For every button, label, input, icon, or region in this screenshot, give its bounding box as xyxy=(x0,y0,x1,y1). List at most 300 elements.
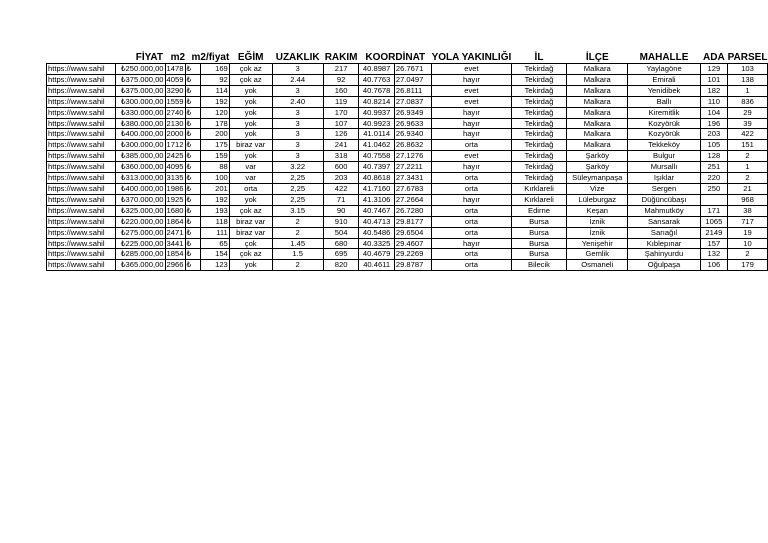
cell-il[interactable]: Tekirdağ xyxy=(511,85,566,96)
cell-egim[interactable]: yok xyxy=(229,194,272,205)
cell-lat[interactable]: 40.9937 xyxy=(359,107,394,118)
cell-lon[interactable]: 26.8632 xyxy=(394,140,431,151)
cell-yola[interactable]: orta xyxy=(432,173,512,184)
cell-parsel[interactable]: 38 xyxy=(728,205,768,216)
cell-lat[interactable]: 40.7467 xyxy=(359,205,394,216)
cell-il[interactable]: Tekirdağ xyxy=(511,162,566,173)
cell-fiyat[interactable]: ₺275.000,00 xyxy=(115,227,165,238)
cell-yola[interactable]: hayır xyxy=(432,107,512,118)
cell-lat[interactable]: 40.8987 xyxy=(359,64,394,75)
cell-rakim[interactable]: 92 xyxy=(323,74,359,85)
cell-parsel[interactable]: 151 xyxy=(728,140,768,151)
cell-il[interactable]: Tekirdağ xyxy=(511,118,566,129)
cell-mahalle[interactable]: Mursallı xyxy=(628,162,700,173)
cell-il[interactable]: Kırklareli xyxy=(511,183,566,194)
cell-m2fiyat[interactable]: 159 xyxy=(201,151,230,162)
cell-yola[interactable]: evet xyxy=(432,96,512,107)
cell-parsel[interactable]: 39 xyxy=(728,118,768,129)
cell-ilce[interactable]: Malkara xyxy=(567,96,628,107)
cell-lat[interactable]: 41.0462 xyxy=(359,140,394,151)
cell-yola[interactable]: hayır xyxy=(432,129,512,140)
cell-il[interactable]: Tekirdağ xyxy=(511,107,566,118)
cell-cur[interactable]: ₺ xyxy=(185,205,201,216)
cell-mahalle[interactable]: Kıblepınar xyxy=(628,238,700,249)
cell-m2fiyat[interactable]: 193 xyxy=(201,205,230,216)
cell-ilce[interactable]: Yenişehir xyxy=(567,238,628,249)
cell-ada[interactable]: 101 xyxy=(700,74,727,85)
cell-mahalle[interactable]: Düğüncübaşı xyxy=(628,194,700,205)
cell-lon[interactable]: 27.0497 xyxy=(394,74,431,85)
cell-ilce[interactable]: Gemlik xyxy=(567,249,628,260)
header-egim[interactable]: EĞİM xyxy=(237,52,264,63)
cell-fiyat[interactable]: ₺325.000,00 xyxy=(115,205,165,216)
cell-lat[interactable]: 40.9923 xyxy=(359,118,394,129)
cell-ilce[interactable]: Malkara xyxy=(567,64,628,75)
cell-il[interactable]: Bursa xyxy=(511,216,566,227)
cell-yola[interactable]: orta xyxy=(432,260,512,271)
cell-cur[interactable]: ₺ xyxy=(185,238,201,249)
cell-lon[interactable]: 29.8177 xyxy=(394,216,431,227)
cell-url[interactable]: https://www.sahil xyxy=(47,216,116,227)
cell-ilce[interactable]: Şarköy xyxy=(567,151,628,162)
cell-rakim[interactable]: 126 xyxy=(323,129,359,140)
cell-fiyat[interactable]: ₺225.000,00 xyxy=(115,238,165,249)
cell-m2[interactable]: 1712 xyxy=(166,140,184,150)
cell-lat[interactable]: 40.8214 xyxy=(359,96,394,107)
cell-ada[interactable]: 251 xyxy=(700,162,727,173)
cell-mahalle[interactable]: Tekkeköy xyxy=(628,140,700,151)
cell-uzaklik[interactable]: 3 xyxy=(272,140,323,151)
cell-fiyat[interactable]: ₺375.000,00 xyxy=(115,74,165,85)
cell-m2fiyat[interactable]: 175 xyxy=(201,140,230,151)
cell-rakim[interactable]: 170 xyxy=(323,107,359,118)
cell-lon[interactable]: 26.7280 xyxy=(394,205,431,216)
cell-fiyat[interactable]: ₺400.000,00 xyxy=(115,129,165,140)
cell-rakim[interactable]: 241 xyxy=(323,140,359,151)
cell-lon[interactable]: 26.9340 xyxy=(394,129,431,140)
cell-url[interactable]: https://www.sahil xyxy=(47,260,116,271)
cell-il[interactable]: Tekirdağ xyxy=(511,173,566,184)
cell-egim[interactable]: biraz var xyxy=(229,227,272,238)
cell-ada[interactable]: 250 xyxy=(700,183,727,194)
cell-m2fiyat[interactable]: 65 xyxy=(201,238,230,249)
cell-fiyat[interactable]: ₺400.000,00 xyxy=(115,183,165,194)
cell-lon[interactable]: 29.4607 xyxy=(394,238,431,249)
cell-parsel[interactable]: 2 xyxy=(728,249,768,260)
cell-m2fiyat[interactable]: 111 xyxy=(201,227,230,238)
cell-m2[interactable]: 1680 xyxy=(166,205,184,215)
cell-fiyat[interactable]: ₺380.000,00 xyxy=(115,118,165,129)
cell-url[interactable]: https://www.sahil xyxy=(47,64,116,75)
cell-fiyat[interactable]: ₺365.000,00 xyxy=(115,260,165,271)
cell-m2fiyat[interactable]: 154 xyxy=(201,249,230,260)
cell-uzaklik[interactable]: 2,25 xyxy=(272,194,323,205)
cell-rakim[interactable]: 203 xyxy=(323,173,359,184)
cell-ilce[interactable]: Malkara xyxy=(567,107,628,118)
cell-egim[interactable]: yok xyxy=(229,260,272,271)
cell-mahalle[interactable]: Kozyörük xyxy=(628,118,700,129)
cell-egim[interactable]: çok xyxy=(229,238,272,249)
cell-uzaklik[interactable]: 3 xyxy=(272,107,323,118)
cell-lon[interactable]: 27.2211 xyxy=(394,162,431,173)
header-ada[interactable]: ADA xyxy=(703,52,725,63)
cell-parsel[interactable]: 179 xyxy=(728,260,768,271)
cell-fiyat[interactable]: ₺285.000,00 xyxy=(115,249,165,260)
cell-url[interactable]: https://www.sahil xyxy=(47,162,116,173)
cell-m2[interactable]: 4095 xyxy=(166,162,184,172)
cell-mahalle[interactable]: Şahinyurdu xyxy=(628,249,700,260)
cell-cur[interactable]: ₺ xyxy=(185,173,201,184)
cell-parsel[interactable]: 836 xyxy=(728,96,768,107)
cell-il[interactable]: Bursa xyxy=(511,249,566,260)
cell-uzaklik[interactable]: 3 xyxy=(272,64,323,75)
cell-lat[interactable]: 40.5486 xyxy=(359,227,394,238)
cell-uzaklik[interactable]: 2,25 xyxy=(272,173,323,184)
cell-m2fiyat[interactable]: 192 xyxy=(201,96,230,107)
cell-m2fiyat[interactable]: 88 xyxy=(201,162,230,173)
header-fiyat[interactable]: FİYAT xyxy=(135,52,164,63)
cell-ilce[interactable]: Süleymanpaşa xyxy=(567,173,628,184)
cell-ilce[interactable]: İznik xyxy=(567,227,628,238)
cell-lon[interactable]: 26.8111 xyxy=(394,85,431,96)
cell-parsel[interactable]: 717 xyxy=(728,216,768,227)
cell-uzaklik[interactable]: 1.5 xyxy=(272,249,323,260)
cell-egim[interactable]: orta xyxy=(229,183,272,194)
cell-m2[interactable]: 1925 xyxy=(166,194,184,204)
cell-rakim[interactable]: 820 xyxy=(323,260,359,271)
cell-url[interactable]: https://www.sahil xyxy=(47,129,116,140)
cell-parsel[interactable]: 138 xyxy=(728,74,768,85)
cell-m2[interactable]: 2471 xyxy=(166,227,184,237)
cell-ada[interactable]: 182 xyxy=(700,85,727,96)
cell-ada[interactable]: 104 xyxy=(700,107,727,118)
header-m2fiyat[interactable]: m2/fiyat xyxy=(191,52,230,63)
cell-parsel[interactable]: 103 xyxy=(728,64,768,75)
cell-yola[interactable]: evet xyxy=(432,151,512,162)
header-koordinat[interactable]: KOORDİNAT xyxy=(365,52,426,63)
cell-il[interactable]: Tekirdağ xyxy=(511,74,566,85)
cell-cur[interactable]: ₺ xyxy=(185,96,201,107)
cell-il[interactable]: Bursa xyxy=(511,227,566,238)
cell-egim[interactable]: yok xyxy=(229,85,272,96)
cell-lon[interactable]: 27.6783 xyxy=(394,183,431,194)
cell-fiyat[interactable]: ₺370.000,00 xyxy=(115,194,165,205)
cell-m2[interactable]: 1864 xyxy=(166,216,184,226)
cell-il[interactable]: Kırklareli xyxy=(511,194,566,205)
cell-egim[interactable]: yok xyxy=(229,151,272,162)
cell-mahalle[interactable]: Oğulpaşa xyxy=(628,260,700,271)
cell-yola[interactable]: orta xyxy=(432,205,512,216)
cell-lat[interactable]: 40.8618 xyxy=(359,173,394,184)
cell-cur[interactable]: ₺ xyxy=(185,118,201,129)
cell-ilce[interactable]: Malkara xyxy=(567,140,628,151)
cell-yola[interactable]: hayır xyxy=(432,74,512,85)
cell-cur[interactable]: ₺ xyxy=(185,64,201,75)
cell-ada[interactable]: 105 xyxy=(700,140,727,151)
header-ilce[interactable]: İLÇE xyxy=(585,52,609,63)
cell-lat[interactable]: 40.7558 xyxy=(359,151,394,162)
cell-m2fiyat[interactable]: 201 xyxy=(201,183,230,194)
cell-m2fiyat[interactable]: 118 xyxy=(201,216,230,227)
cell-ada[interactable]: 157 xyxy=(700,238,727,249)
cell-parsel[interactable]: 1 xyxy=(728,162,768,173)
cell-lon[interactable]: 26.9349 xyxy=(394,107,431,118)
cell-uzaklik[interactable]: 3.15 xyxy=(272,205,323,216)
header-url[interactable] xyxy=(47,46,116,64)
cell-fiyat[interactable]: ₺385.000,00 xyxy=(115,151,165,162)
cell-m2fiyat[interactable]: 169 xyxy=(201,64,230,75)
cell-rakim[interactable]: 160 xyxy=(323,85,359,96)
cell-ilce[interactable]: Keşan xyxy=(567,205,628,216)
cell-cur[interactable]: ₺ xyxy=(185,140,201,151)
cell-rakim[interactable]: 695 xyxy=(323,249,359,260)
cell-lon[interactable]: 29.8787 xyxy=(394,260,431,271)
cell-ada[interactable]: 110 xyxy=(700,96,727,107)
cell-m2[interactable]: 2000 xyxy=(166,129,184,139)
cell-m2[interactable]: 2130 xyxy=(166,118,184,128)
cell-egim[interactable]: yok xyxy=(229,107,272,118)
cell-url[interactable]: https://www.sahil xyxy=(47,107,116,118)
cell-ada[interactable]: 1065 xyxy=(700,216,727,227)
cell-il[interactable]: Edirne xyxy=(511,205,566,216)
cell-yola[interactable]: orta xyxy=(432,227,512,238)
cell-mahalle[interactable]: Yaylagöne xyxy=(628,64,700,75)
cell-lon[interactable]: 29.2269 xyxy=(394,249,431,260)
cell-mahalle[interactable]: Sarıağıl xyxy=(628,227,700,238)
cell-lon[interactable]: 27.2664 xyxy=(394,194,431,205)
cell-url[interactable]: https://www.sahil xyxy=(47,173,116,184)
cell-uzaklik[interactable]: 3.22 xyxy=(272,162,323,173)
cell-rakim[interactable]: 90 xyxy=(323,205,359,216)
cell-rakim[interactable]: 217 xyxy=(323,64,359,75)
cell-parsel[interactable]: 422 xyxy=(728,129,768,140)
cell-uzaklik[interactable]: 3 xyxy=(272,151,323,162)
cell-url[interactable]: https://www.sahil xyxy=(47,194,116,205)
cell-cur[interactable]: ₺ xyxy=(185,227,201,238)
cell-lat[interactable]: 40.4713 xyxy=(359,216,394,227)
cell-lon[interactable]: 26.9633 xyxy=(394,118,431,129)
cell-ada[interactable]: 220 xyxy=(700,173,727,184)
cell-lon[interactable]: 27.3431 xyxy=(394,173,431,184)
cell-egim[interactable]: çok az xyxy=(229,205,272,216)
cell-fiyat[interactable]: ₺220.000,00 xyxy=(115,216,165,227)
cell-cur[interactable]: ₺ xyxy=(185,162,201,173)
cell-uzaklik[interactable]: 2 xyxy=(272,227,323,238)
cell-uzaklik[interactable]: 1.45 xyxy=(272,238,323,249)
cell-ilce[interactable]: Malkara xyxy=(567,74,628,85)
cell-fiyat[interactable]: ₺300.000,00 xyxy=(115,96,165,107)
cell-fiyat[interactable]: ₺300.000,00 xyxy=(115,140,165,151)
cell-ada[interactable]: 132 xyxy=(700,249,727,260)
cell-ada[interactable]: 196 xyxy=(700,118,727,129)
cell-uzaklik[interactable]: 3 xyxy=(272,85,323,96)
cell-egim[interactable]: yok xyxy=(229,118,272,129)
cell-rakim[interactable]: 600 xyxy=(323,162,359,173)
cell-cur[interactable]: ₺ xyxy=(185,260,201,271)
cell-yola[interactable]: hayır xyxy=(432,238,512,249)
cell-fiyat[interactable]: ₺313.000,00 xyxy=(115,173,165,184)
cell-ilce[interactable]: Lüleburgaz xyxy=(567,194,628,205)
cell-il[interactable]: Tekirdağ xyxy=(511,140,566,151)
cell-m2[interactable]: 1559 xyxy=(166,96,184,106)
cell-parsel[interactable]: 2 xyxy=(728,151,768,162)
cell-egim[interactable]: çok az xyxy=(229,74,272,85)
cell-rakim[interactable]: 680 xyxy=(323,238,359,249)
cell-m2fiyat[interactable]: 114 xyxy=(201,85,230,96)
cell-mahalle[interactable]: Kiremitlik xyxy=(628,107,700,118)
cell-m2[interactable]: 2425 xyxy=(166,151,184,161)
cell-lon[interactable]: 27.1276 xyxy=(394,151,431,162)
cell-url[interactable]: https://www.sahil xyxy=(47,227,116,238)
cell-fiyat[interactable]: ₺250.000,00 xyxy=(115,64,165,75)
cell-mahalle[interactable]: Mahmutköy xyxy=(628,205,700,216)
header-yola[interactable]: YOLA YAKINLIĞI xyxy=(431,52,512,63)
cell-ilce[interactable]: Malkara xyxy=(567,85,628,96)
cell-m2[interactable]: 1854 xyxy=(166,249,184,259)
cell-parsel[interactable]: 19 xyxy=(728,227,768,238)
cell-url[interactable]: https://www.sahil xyxy=(47,140,116,151)
cell-cur[interactable]: ₺ xyxy=(185,129,201,140)
cell-url[interactable]: https://www.sahil xyxy=(47,205,116,216)
cell-il[interactable]: Bursa xyxy=(511,238,566,249)
cell-mahalle[interactable]: Bulgur xyxy=(628,151,700,162)
cell-cur[interactable]: ₺ xyxy=(185,74,201,85)
cell-m2fiyat[interactable]: 200 xyxy=(201,129,230,140)
cell-egim[interactable]: var xyxy=(229,173,272,184)
cell-lat[interactable]: 40.7397 xyxy=(359,162,394,173)
cell-ada[interactable]: 2149 xyxy=(700,227,727,238)
cell-m2[interactable]: 2740 xyxy=(166,107,184,117)
cell-m2[interactable]: 3441 xyxy=(166,238,184,248)
cell-uzaklik[interactable]: 3 xyxy=(272,118,323,129)
cell-m2fiyat[interactable]: 100 xyxy=(201,173,230,184)
cell-lat[interactable]: 40.7678 xyxy=(359,85,394,96)
cell-mahalle[interactable]: Ballı xyxy=(628,96,700,107)
cell-ilce[interactable]: Malkara xyxy=(567,129,628,140)
cell-uzaklik[interactable]: 2.40 xyxy=(272,96,323,107)
cell-rakim[interactable]: 119 xyxy=(323,96,359,107)
cell-yola[interactable]: evet xyxy=(432,85,512,96)
cell-yola[interactable]: hayır xyxy=(432,194,512,205)
cell-ada[interactable]: 128 xyxy=(700,151,727,162)
cell-url[interactable]: https://www.sahil xyxy=(47,85,116,96)
cell-ada[interactable]: 106 xyxy=(700,260,727,271)
cell-uzaklik[interactable]: 3 xyxy=(272,129,323,140)
cell-url[interactable]: https://www.sahil xyxy=(47,183,116,194)
cell-url[interactable]: https://www.sahil xyxy=(47,118,116,129)
cell-rakim[interactable]: 71 xyxy=(323,194,359,205)
cell-cur[interactable]: ₺ xyxy=(185,194,201,205)
cell-url[interactable]: https://www.sahil xyxy=(47,151,116,162)
cell-uzaklik[interactable]: 2 xyxy=(272,260,323,271)
cell-egim[interactable]: yok xyxy=(229,96,272,107)
cell-rakim[interactable]: 422 xyxy=(323,183,359,194)
cell-parsel[interactable]: 29 xyxy=(728,107,768,118)
cell-lon[interactable]: 27.0837 xyxy=(394,96,431,107)
header-mahalle[interactable]: MAHALLE xyxy=(639,52,689,63)
cell-fiyat[interactable]: ₺330.000,00 xyxy=(115,107,165,118)
cell-rakim[interactable]: 504 xyxy=(323,227,359,238)
cell-m2fiyat[interactable]: 123 xyxy=(201,260,230,271)
cell-rakim[interactable]: 318 xyxy=(323,151,359,162)
cell-uzaklik[interactable]: 2 xyxy=(272,216,323,227)
cell-m2fiyat[interactable]: 120 xyxy=(201,107,230,118)
header-rakim[interactable]: RAKIM xyxy=(324,52,358,63)
header-m2[interactable]: m2 xyxy=(170,52,186,63)
cell-il[interactable]: Tekirdağ xyxy=(511,96,566,107)
cell-ada[interactable] xyxy=(700,194,727,205)
cell-m2[interactable]: 3290 xyxy=(166,85,184,95)
cell-lat[interactable]: 40.7763 xyxy=(359,74,394,85)
cell-fiyat[interactable]: ₺375.000,00 xyxy=(115,85,165,96)
cell-ilce[interactable]: Vize xyxy=(567,183,628,194)
cell-parsel[interactable]: 21 xyxy=(728,183,768,194)
header-parsel[interactable]: PARSEL xyxy=(727,52,768,63)
cell-yola[interactable]: hayır xyxy=(432,162,512,173)
cell-mahalle[interactable]: Işıklar xyxy=(628,173,700,184)
cell-url[interactable]: https://www.sahil xyxy=(47,238,116,249)
cell-ilce[interactable]: Şarköy xyxy=(567,162,628,173)
cell-lat[interactable]: 40.4679 xyxy=(359,249,394,260)
cell-mahalle[interactable]: Emirali xyxy=(628,74,700,85)
cell-il[interactable]: Tekirdağ xyxy=(511,64,566,75)
cell-yola[interactable]: orta xyxy=(432,140,512,151)
cell-uzaklik[interactable]: 2.44 xyxy=(272,74,323,85)
cell-parsel[interactable]: 1 xyxy=(728,85,768,96)
cell-fiyat[interactable]: ₺360.000,00 xyxy=(115,162,165,173)
cell-m2fiyat[interactable]: 92 xyxy=(201,74,230,85)
cell-cur[interactable]: ₺ xyxy=(185,151,201,162)
cell-ada[interactable]: 129 xyxy=(700,64,727,75)
cell-m2[interactable]: 1478 xyxy=(166,64,184,73)
cell-yola[interactable]: orta xyxy=(432,216,512,227)
cell-lat[interactable]: 41.7160 xyxy=(359,183,394,194)
cell-m2[interactable]: 1986 xyxy=(166,183,184,193)
cell-lon[interactable]: 26.7671 xyxy=(394,64,431,75)
cell-egim[interactable]: biraz var xyxy=(229,140,272,151)
cell-cur[interactable]: ₺ xyxy=(185,216,201,227)
cell-url[interactable]: https://www.sahil xyxy=(47,74,116,85)
cell-m2[interactable]: 3135 xyxy=(166,173,184,183)
cell-ilce[interactable]: Malkara xyxy=(567,118,628,129)
header-uzaklik[interactable]: UZAKLIK xyxy=(275,52,320,63)
cell-ada[interactable]: 203 xyxy=(700,129,727,140)
cell-lon[interactable]: 29.6504 xyxy=(394,227,431,238)
cell-parsel[interactable]: 10 xyxy=(728,238,768,249)
cell-mahalle[interactable]: Yenidibek xyxy=(628,85,700,96)
cell-m2[interactable]: 2966 xyxy=(166,260,184,270)
cell-rakim[interactable]: 107 xyxy=(323,118,359,129)
cell-yola[interactable]: hayır xyxy=(432,118,512,129)
cell-cur[interactable]: ₺ xyxy=(185,85,201,96)
cell-il[interactable]: Tekirdağ xyxy=(511,151,566,162)
cell-url[interactable]: https://www.sahil xyxy=(47,96,116,107)
cell-egim[interactable]: biraz var xyxy=(229,216,272,227)
cell-mahalle[interactable]: Sergen xyxy=(628,183,700,194)
cell-url[interactable]: https://www.sahil xyxy=(47,249,116,260)
cell-il[interactable]: Tekirdağ xyxy=(511,129,566,140)
cell-egim[interactable]: çok az xyxy=(229,249,272,260)
cell-rakim[interactable]: 910 xyxy=(323,216,359,227)
cell-egim[interactable]: çok az xyxy=(229,64,272,75)
cell-il[interactable]: Bilecik xyxy=(511,260,566,271)
cell-mahalle[interactable]: Kozyörük xyxy=(628,129,700,140)
header-il[interactable]: İL xyxy=(534,52,544,63)
cell-yola[interactable]: orta xyxy=(432,183,512,194)
cell-parsel[interactable]: 2 xyxy=(728,173,768,184)
cell-parsel[interactable]: 968 xyxy=(728,194,768,205)
cell-egim[interactable]: yok xyxy=(229,129,272,140)
